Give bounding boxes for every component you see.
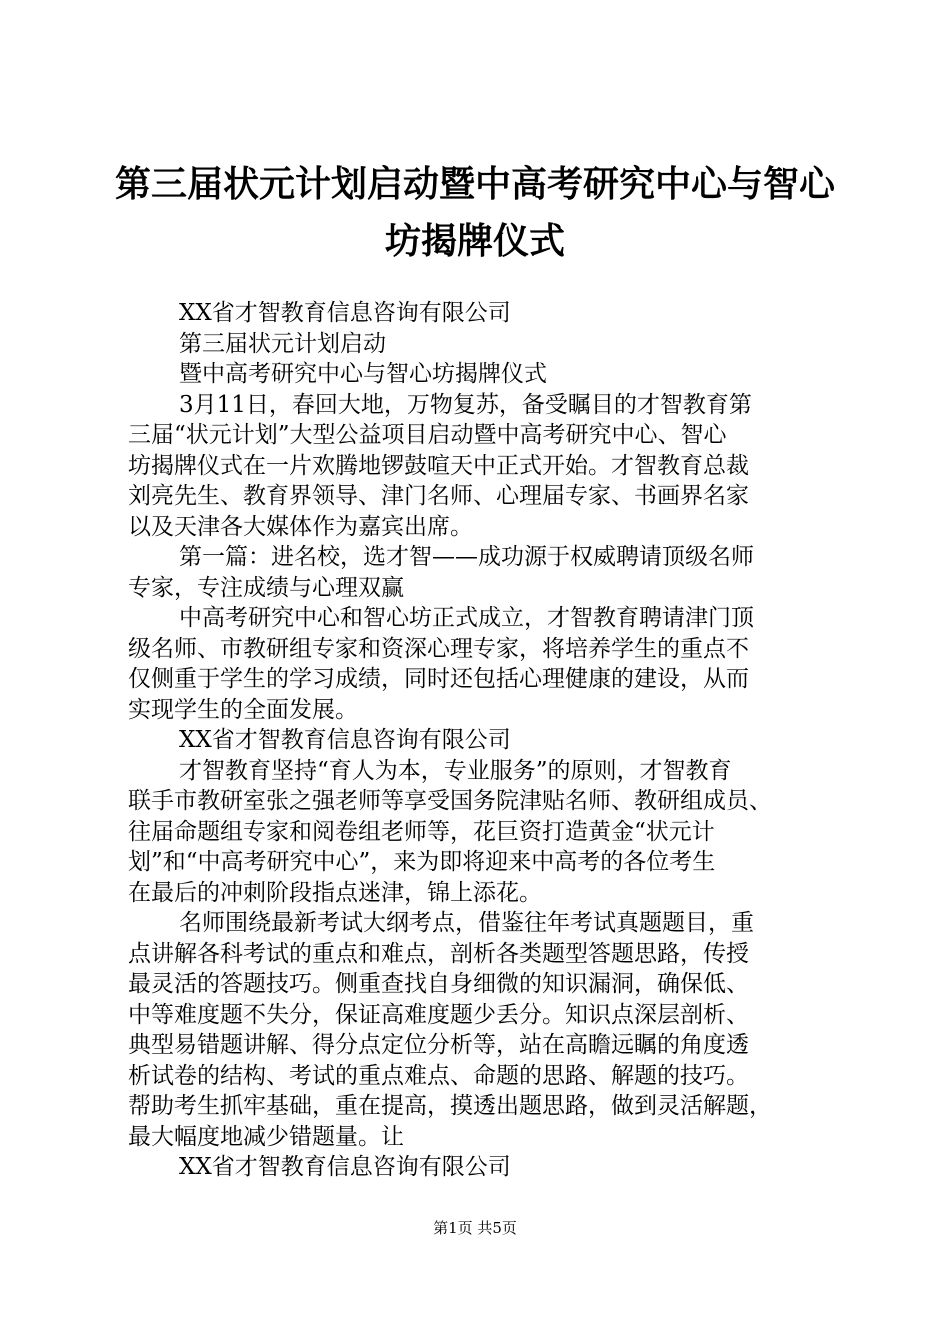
text-line: 以及天津各大媒体作为嘉宾出席。 xyxy=(128,513,473,540)
text-line: 中等难度题不失分，保证高难度题少丢分。知识点深层剖析、 xyxy=(128,1001,749,1028)
text-line: 三届“状元计划”大型公益项目启动暨中高考研究中心、智心 xyxy=(128,422,727,448)
text-line: 第一篇：进名校，选才智——成功源于权威聘请顶级名师 xyxy=(179,544,754,570)
text-line: 划”和“中高考研究中心”，来为即将迎来中高考的各位考生 xyxy=(128,849,716,875)
text-line: 专家，专注成绩与心理双赢 xyxy=(128,574,404,601)
text-line: 刘亮先生、教育界领导、津门名师、心理届专家、书画界名家 xyxy=(128,483,749,509)
text-line: XX省才智教育信息咨询有限公司 xyxy=(179,300,511,326)
text-line: 实现学生的全面发展。 xyxy=(128,696,358,723)
text-line: 在最后的冲刺阶段指点迷津，锦上添花。 xyxy=(128,879,542,906)
text-line: 析试卷的结构、考试的重点难点、命题的思路、解题的技巧。 xyxy=(128,1062,749,1089)
text-line: 名师围绕最新考试大纲考点，借鉴往年考试真题题目，重 xyxy=(179,910,754,936)
text-line: XX省才智教育信息咨询有限公司 xyxy=(179,1154,511,1180)
text-line: 暨中高考研究中心与智心坊揭牌仪式 xyxy=(179,361,547,387)
text-line: 中高考研究中心和智心坊正式成立，才智教育聘请津门顶 xyxy=(179,605,754,631)
text-line: 帮助考生抓牢基础，重在提高，摸透出题思路，做到灵活解题， xyxy=(128,1093,772,1119)
document-body xyxy=(128,298,836,1183)
text-line: 点讲解各科考试的重点和难点，剖析各类题型答题思路，传授 xyxy=(128,940,749,967)
text-line: 仅侧重于学生的学习成绩，同时还包括心理健康的建设，从而 xyxy=(128,666,749,692)
text-line: 3月11日，春回大地，万物复苏，备受瞩目的才智教育第 xyxy=(179,391,752,418)
text-line: 第三届状元计划启动 xyxy=(179,330,386,357)
document-title-line-2: 坊揭牌仪式 xyxy=(384,221,565,262)
text-line: 往届命题组专家和阅卷组老师等，花巨资打造黄金“状元计 xyxy=(128,818,715,845)
page-footer: 第1页 共5页 xyxy=(433,1219,517,1237)
text-line: XX省才智教育信息咨询有限公司 xyxy=(179,727,511,753)
text-line: 坊揭牌仪式在一片欢腾地锣鼓喧天中正式开始。才智教育总裁 xyxy=(128,452,749,479)
document-title-line-1: 第三届状元计划启动暨中高考研究中心与智心 xyxy=(114,164,835,205)
text-line: 才智教育坚持“育人为本，专业服务”的原则，才智教育 xyxy=(179,757,732,784)
text-line: 级名师、市教研组专家和资深心理专家，将培养学生的重点不 xyxy=(128,635,749,662)
text-line: 典型易错题讲解、得分点定位分析等，站在高瞻远瞩的角度透 xyxy=(128,1032,749,1058)
text-line: 最大幅度地减少错题量。让 xyxy=(128,1123,404,1150)
text-line: 最灵活的答题技巧。侧重查找自身细微的知识漏洞，确保低、 xyxy=(128,971,749,997)
text-line: 联手市教研室张之强老师等享受国务院津贴名师、教研组成员、 xyxy=(128,788,772,814)
